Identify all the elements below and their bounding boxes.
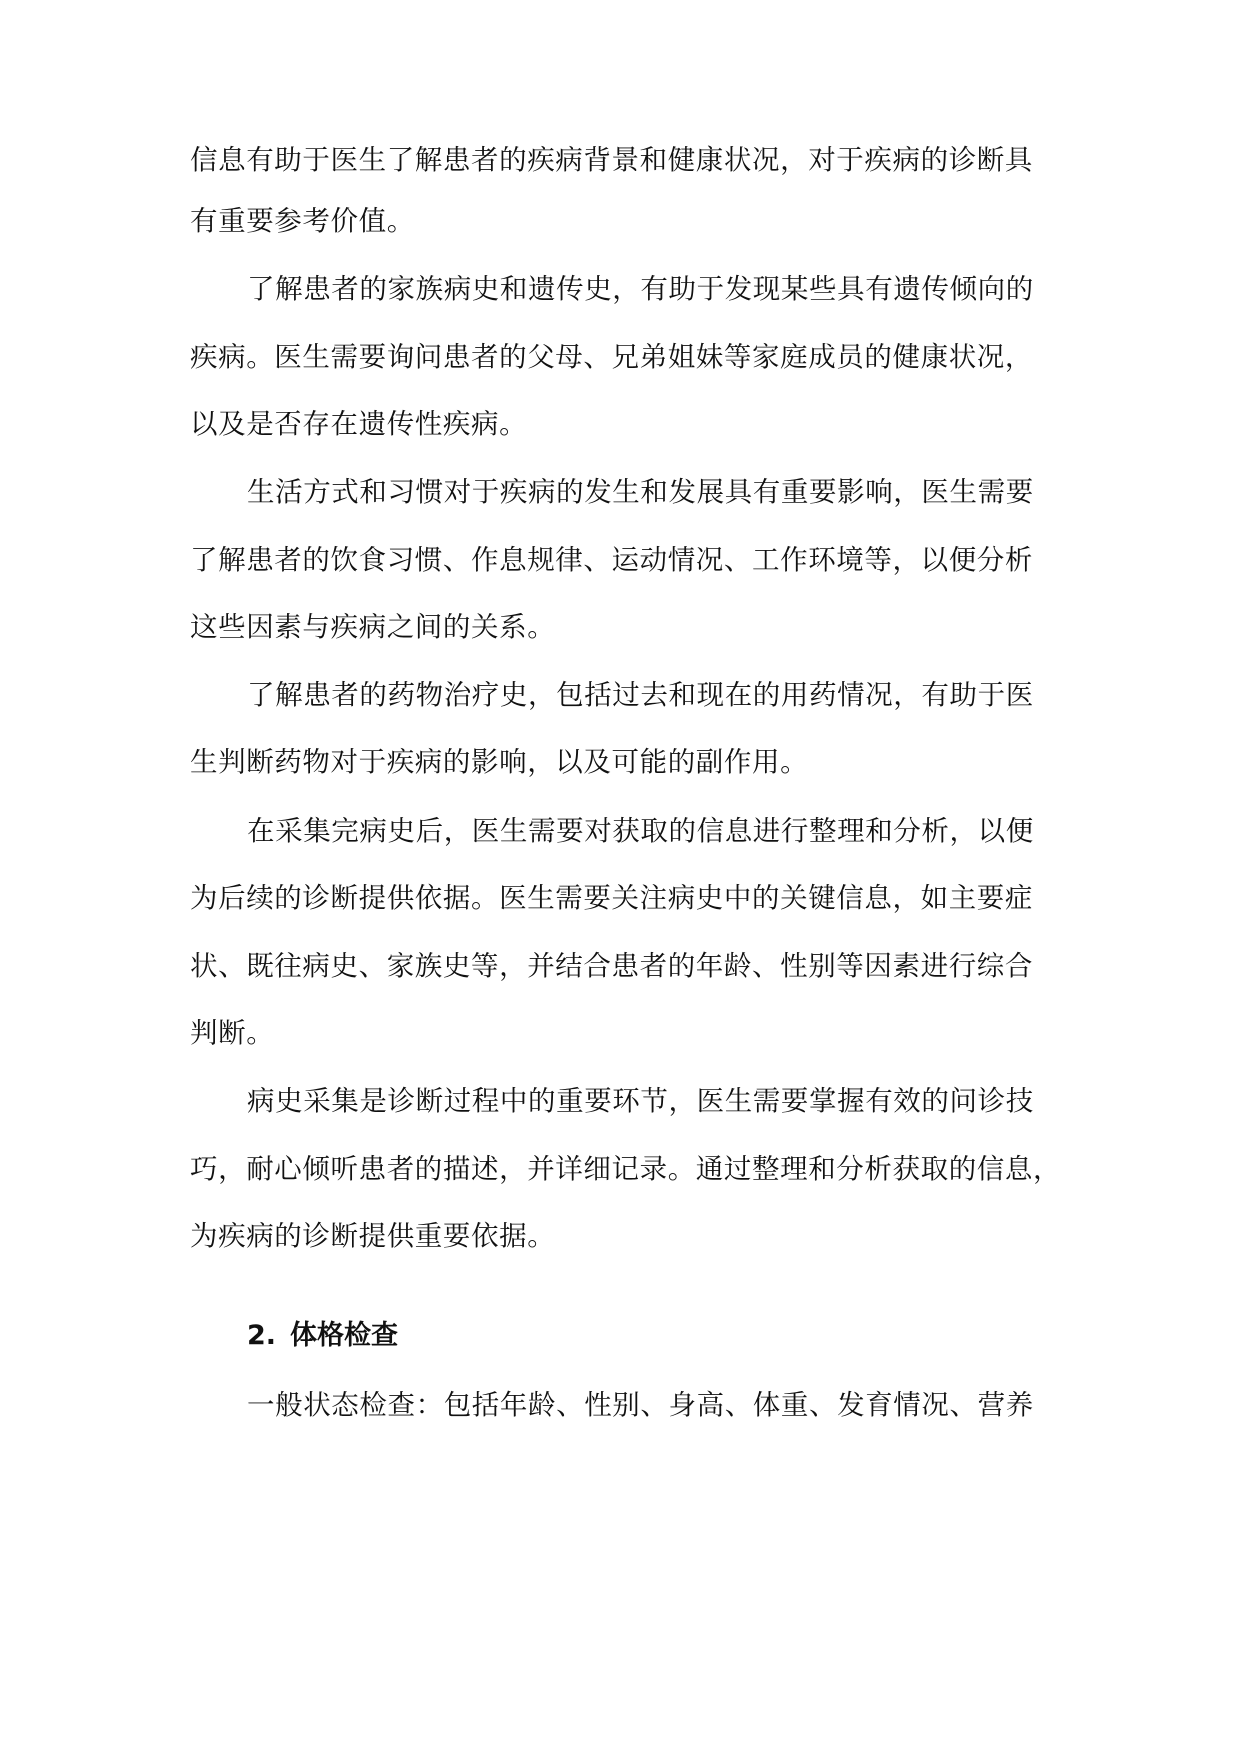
section-heading xyxy=(247,1316,398,1356)
section-title: 体格检查 xyxy=(290,1320,399,1351)
paragraph-line: 一般状态检查：包括年龄、性别、身高、体重、发育情况、营养 xyxy=(247,1389,1034,1421)
paragraph-line: 以及是否存在遗传性疾病。 xyxy=(190,408,528,440)
paragraph-line: 疾病。医生需要询问患者的父母、兄弟姐妹等家庭成员的健康状况， xyxy=(190,341,1033,373)
paragraph-line: 为后续的诊断提供依据。医生需要关注病史中的关键信息，如主要症 xyxy=(190,882,1033,914)
paragraph-line: 状、既往病史、家族史等，并结合患者的年龄、性别等因素进行综合 xyxy=(190,950,1033,982)
paragraph-line: 这些因素与疾病之间的关系。 xyxy=(190,611,556,643)
paragraph-line: 判断。 xyxy=(190,1017,275,1049)
section-number: 2. xyxy=(247,1320,277,1351)
paragraph-line: 信息有助于医生了解患者的疾病背景和健康状况，对于疾病的诊断具 xyxy=(190,144,1033,176)
paragraph-line: 了解患者的家族病史和遗传史，有助于发现某些具有遗传倾向的 xyxy=(247,273,1034,305)
paragraph-line: 了解患者的药物治疗史，包括过去和现在的用药情况，有助于医 xyxy=(247,679,1034,711)
paragraph-line: 巧，耐心倾听患者的描述，并详细记录。通过整理和分析获取的信息， xyxy=(190,1153,1062,1185)
paragraph-line: 了解患者的饮食习惯、作息规律、运动情况、工作环境等，以便分析 xyxy=(190,544,1033,576)
paragraph-line: 病史采集是诊断过程中的重要环节，医生需要掌握有效的问诊技 xyxy=(247,1085,1034,1117)
paragraph-line: 有重要参考价值。 xyxy=(190,205,415,237)
paragraph-line: 为疾病的诊断提供重要依据。 xyxy=(190,1220,556,1252)
paragraph-line: 生判断药物对于疾病的影响，以及可能的副作用。 xyxy=(190,746,809,778)
paragraph-line: 生活方式和习惯对于疾病的发生和发展具有重要影响，医生需要 xyxy=(247,476,1034,508)
paragraph-line: 在采集完病史后，医生需要对获取的信息进行整理和分析，以便 xyxy=(247,815,1034,847)
